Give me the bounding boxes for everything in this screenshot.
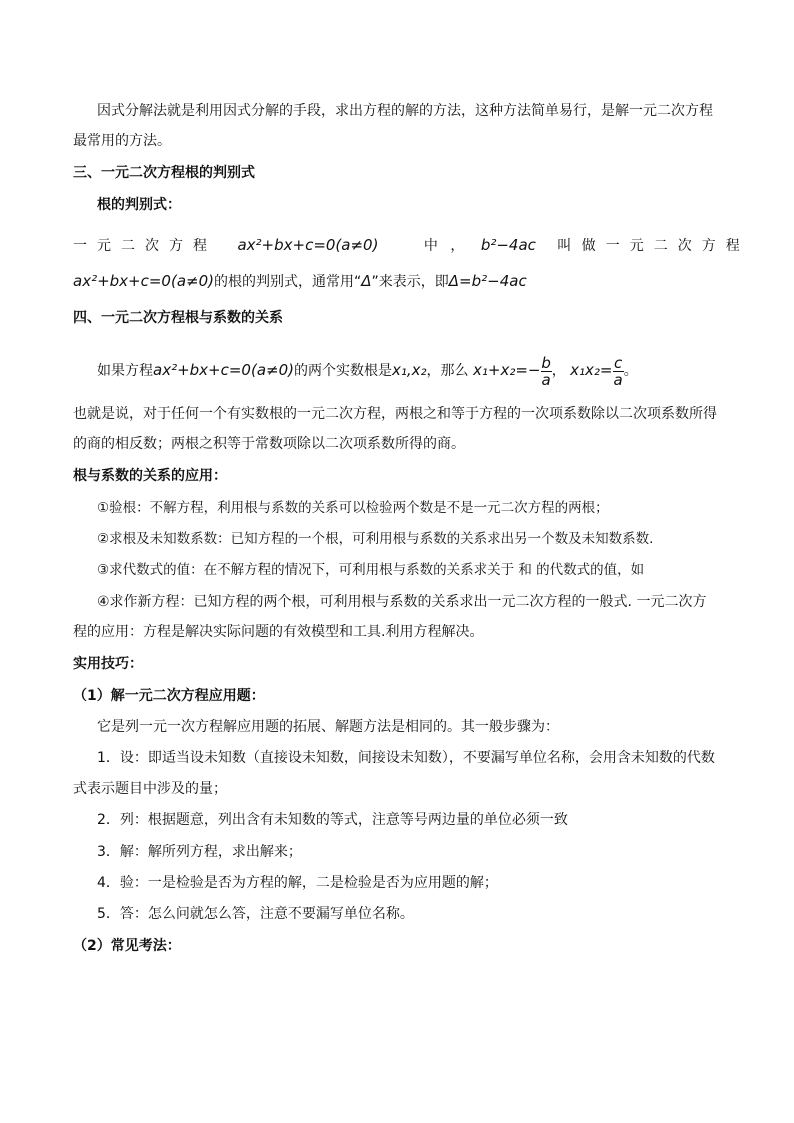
section3-heading: 三、一元二次方程根的判别式 [73, 165, 255, 181]
vieta-line3: 的商的相反数；两根之积等于常数项除以二次项系数所得的商。 [73, 436, 465, 452]
tips-sub2: （2）常见考法： [73, 938, 181, 954]
discriminant-expression: b²−4ac [480, 236, 536, 254]
application-item-4b: 程的应用：方程是解决实际问题的有效模型和工具.利用方程解决。 [73, 624, 484, 640]
vieta-text-b: 的两个实数根是 [293, 363, 392, 379]
application-item-1: ①验根：不解方程，利用根与系数的关系可以检验两个数是不是一元二次方程的两根； [97, 500, 609, 516]
section4-heading: 四、一元二次方程根与系数的关系 [73, 310, 283, 326]
equation-general-form: ax²+bx+c=0(a≠0) [237, 236, 379, 254]
vieta-product-fraction [613, 355, 624, 388]
equation-general-form-2: ax²+bx+c=0(a≠0) [73, 272, 214, 290]
discriminant-line2 [73, 271, 527, 292]
tips-step3: 3．解：解所列方程，求出解来； [97, 844, 302, 860]
tips-step2: 2．列：根据题意，列出含有未知数的等式，注意等号两边量的单位必须一致 [97, 812, 568, 828]
application-item-3: ③求代数式的值：在不解方程的情况下，可利用根与系数的关系求关于 和 的代数式的值，如 [97, 562, 645, 578]
vieta-sum-numerator: b [541, 353, 551, 372]
tips-step1b: 式表示题目中涉及的量； [73, 781, 227, 797]
comma-char: ， [450, 238, 465, 254]
vieta-product-denominator: a [613, 370, 623, 389]
tips-step1a: 1．设：即适当设未知数（直接设未知数，间接设未知数），不要漏写单位名称，会用含未知数的代数 [97, 750, 715, 766]
vieta-text-c: ，那么 [426, 363, 469, 379]
discriminant-line1 [73, 235, 740, 256]
vieta-end: 。 [623, 363, 638, 379]
tips-step5: 5．答：怎么问就怎么答，注意不要漏写单位名称。 [97, 906, 414, 922]
vieta-line2: 也就是说，对于任何一个有实数根的一元二次方程，两根之和等于方程的一次项系数除以二次项系数所得 [73, 406, 717, 422]
zhong-char: 中 [423, 238, 438, 254]
vieta-sum-lhs: x₁+x₂=− [473, 361, 541, 379]
tips-heading: 实用技巧： [73, 656, 143, 672]
vieta-product-lhs: x₁x₂= [570, 361, 613, 379]
discriminant-text1: 的根的判别式，通常用“ [213, 274, 362, 290]
discriminant-intro-chars: 一 元 二 次 方 程 [73, 238, 207, 254]
discriminant-formula: Δ=b²−4ac [448, 272, 527, 290]
applications-heading: 根与系数的关系的应用： [73, 468, 227, 484]
vieta-line1: 如果方程ax²+bx+c=0(a≠0)的两个实数根是x₁,x₂，那么 x₁+x₂=− $\frac{b}{a}$ ， x₁x₂= $\frac{c}{a}$ 。 [97, 353, 638, 389]
vieta-sum-denominator: a [541, 370, 551, 389]
discriminant-text2: ”来表示，即 [371, 274, 449, 290]
vieta-product-numerator: c [613, 353, 623, 372]
tips-intro: 它是列一元一次方程解应用题的拓展、解题方法是相同的。其一般步骤为： [97, 719, 559, 735]
tips-step4: 4．验：一是检验是否为方程的解，二是检验是否为应用题的解； [97, 875, 498, 891]
factor-paragraph-line2: 最常用的方法。 [73, 133, 171, 149]
factor-paragraph-line1: 因式分解法就是利用因式分解的手段，求出方程的解的方法，这种方法简单易行，是解一元二次方程 [97, 103, 713, 119]
vieta-roots: x₁,x₂ [391, 361, 427, 379]
application-item-2: ②求根及未知数系数：已知方程的一个根，可利用根与系数的关系求出另一个数及未知数系数. [97, 531, 654, 547]
delta-symbol: Δ [361, 272, 372, 290]
tips-sub1: （1）解一元二次方程应用题： [73, 688, 265, 704]
section3-subheading: 根的判别式： [97, 197, 181, 213]
vieta-sum-fraction [541, 355, 552, 388]
vieta-equation: ax²+bx+c=0(a≠0) [153, 361, 294, 379]
discriminant-tail-chars: 做 一 元 二 次 方 程 [581, 238, 740, 254]
application-item-4a: ④求作新方程：已知方程的两个根，可利用根与系数的关系求出一元二次方程的一般式. 一元二次方 [97, 594, 707, 610]
vieta-text-a: 如果方程 [97, 363, 153, 379]
jiao-char: 叫 [557, 238, 572, 254]
